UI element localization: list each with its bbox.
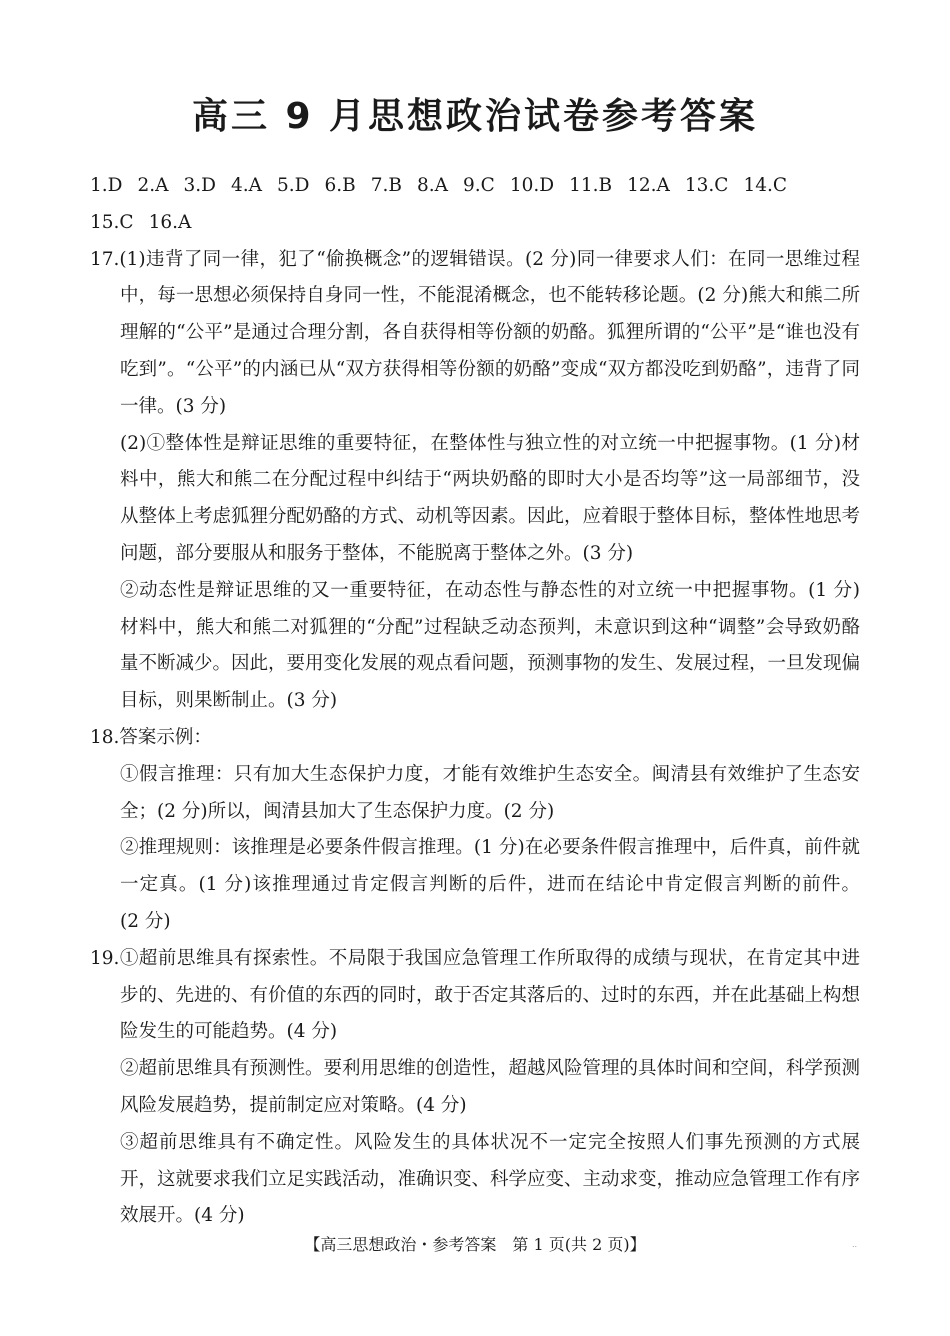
answer-line: (2 分)	[120, 910, 171, 932]
answer-line: 从整体上考虑狐狸分配奶酪的方式、动机等因素。因此，应着眼于整体目标，整体性地思考	[120, 506, 860, 528]
answer-line: 全；(2 分)所以，闽清县加大了生态保护力度。(2 分)	[120, 800, 555, 822]
answer-line: 步的、先进的、有价值的东西的同时，敢于否定其落后的、过时的东西，并在此基础上构想	[120, 984, 860, 1006]
answer-line: ②推理规则：该推理是必要条件假言推理。(1 分)在必要条件假言推理中，后件真，前件就	[120, 837, 860, 859]
answer-line: 险发生的可能趋势。(4 分)	[120, 1021, 338, 1043]
answer-line: 中，每一思想必须保持自身同一性，不能混淆概念，也不能转移论题。(2 分)熊大和熊二所	[120, 285, 860, 307]
answer-line: 一定真。(1 分)该推理通过肯定假言判断的后件，进而在结论中肯定假言判断的前件。	[120, 874, 860, 896]
choice-answer: 10.D	[509, 175, 555, 196]
choice-answer: 4.A	[230, 175, 262, 196]
answer-line: 19.①超前思维具有探索性。不局限于我国应急管理工作所取得的成绩与现状，在肯定其中进	[90, 947, 860, 969]
answer-line: 吃到”。“公平”的内涵已从“双方获得相等份额的奶酪”变成“双方都没吃到奶酪”，违背了同	[120, 358, 860, 380]
choice-answers-line	[90, 168, 860, 205]
answer-line: 材料中，熊大和熊二对狐狸的“分配”过程缺乏动态预判，未意识到这种“调整”会导致奶酪	[120, 616, 860, 638]
choice-answer: 15.C	[90, 211, 134, 233]
page-title: 高三 9 月思想政治试卷参考答案	[191, 96, 759, 137]
answer-line: 理解的“公平”是通过合理分割，各自获得相等份额的奶酪。狐狸所谓的“公平”是“谁也没有	[120, 322, 860, 344]
page-footer: 【高三思想政治・参考答案 第 1 页(共 2 页)】	[304, 1235, 646, 1254]
answer-line: 风险发展趋势，提前制定应对策略。(4 分)	[120, 1094, 467, 1116]
answer-line: 料中，熊大和熊二在分配过程中纠结于“两块奶酪的即时大小是否均等”这一局部细节，没	[120, 469, 860, 491]
choice-answer: 6.B	[324, 175, 356, 196]
choice-answer: 1.D	[90, 175, 123, 196]
choice-answer: 5.D	[277, 175, 310, 196]
choice-answer: 12.A	[627, 175, 670, 196]
answer-line: 17.(1)违背了同一律，犯了“偷换概念”的逻辑错误。(2 分)同一律要求人们：在同一思维过程	[90, 248, 860, 270]
choice-answer: 3.D	[183, 175, 216, 196]
choice-answer: 2.A	[137, 175, 169, 196]
answer-line: 问题，部分要服从和服务于整体，不能脱离于整体之外。(3 分)	[120, 542, 634, 564]
choice-answer: 13.C	[684, 175, 729, 196]
answer-line: 量不断减少。因此，要用变化发展的观点看问题，预测事物的发生、发展过程，一旦发现偏	[120, 653, 860, 675]
answer-line: 一律。(3 分)	[120, 395, 227, 417]
choice-answer: 16.A	[148, 211, 192, 233]
corner-mark: ..	[852, 1240, 858, 1249]
answer-line: 开，这就要求我们立足实践活动，准确识变、科学应变、主动求变，推动应急管理工作有序	[120, 1168, 860, 1190]
choice-answer: 11.B	[569, 175, 613, 196]
choice-answer: 14.C	[743, 175, 788, 196]
choice-answers-line	[90, 205, 860, 242]
answer-line: 目标，则果断制止。(3 分)	[120, 690, 338, 712]
answer-body	[90, 168, 860, 1235]
choice-answer: 9.C	[463, 175, 495, 196]
answer-line: ②超前思维具有预测性。要利用思维的创造性，超越风险管理的具体时间和空间，科学预测	[120, 1058, 860, 1080]
choice-answer: 8.A	[416, 175, 448, 196]
choice-answer: 7.B	[370, 175, 402, 196]
answer-line: ①假言推理：只有加大生态保护力度，才能有效维护生态安全。闽清县有效维护了生态安	[120, 763, 860, 785]
answer-line: ③超前思维具有不确定性。风险发生的具体状况不一定完全按照人们事先预测的方式展	[120, 1131, 860, 1153]
answer-line: (2)①整体性是辩证思维的重要特征，在整体性与独立性的对立统一中把握事物。(1 分)材	[120, 432, 860, 454]
answer-line: ②动态性是辩证思维的又一重要特征，在动态性与静态性的对立统一中把握事物。(1 分)	[120, 579, 860, 601]
answer-line: 效展开。(4 分)	[120, 1205, 245, 1227]
answer-line: 18.答案示例：	[90, 726, 212, 748]
